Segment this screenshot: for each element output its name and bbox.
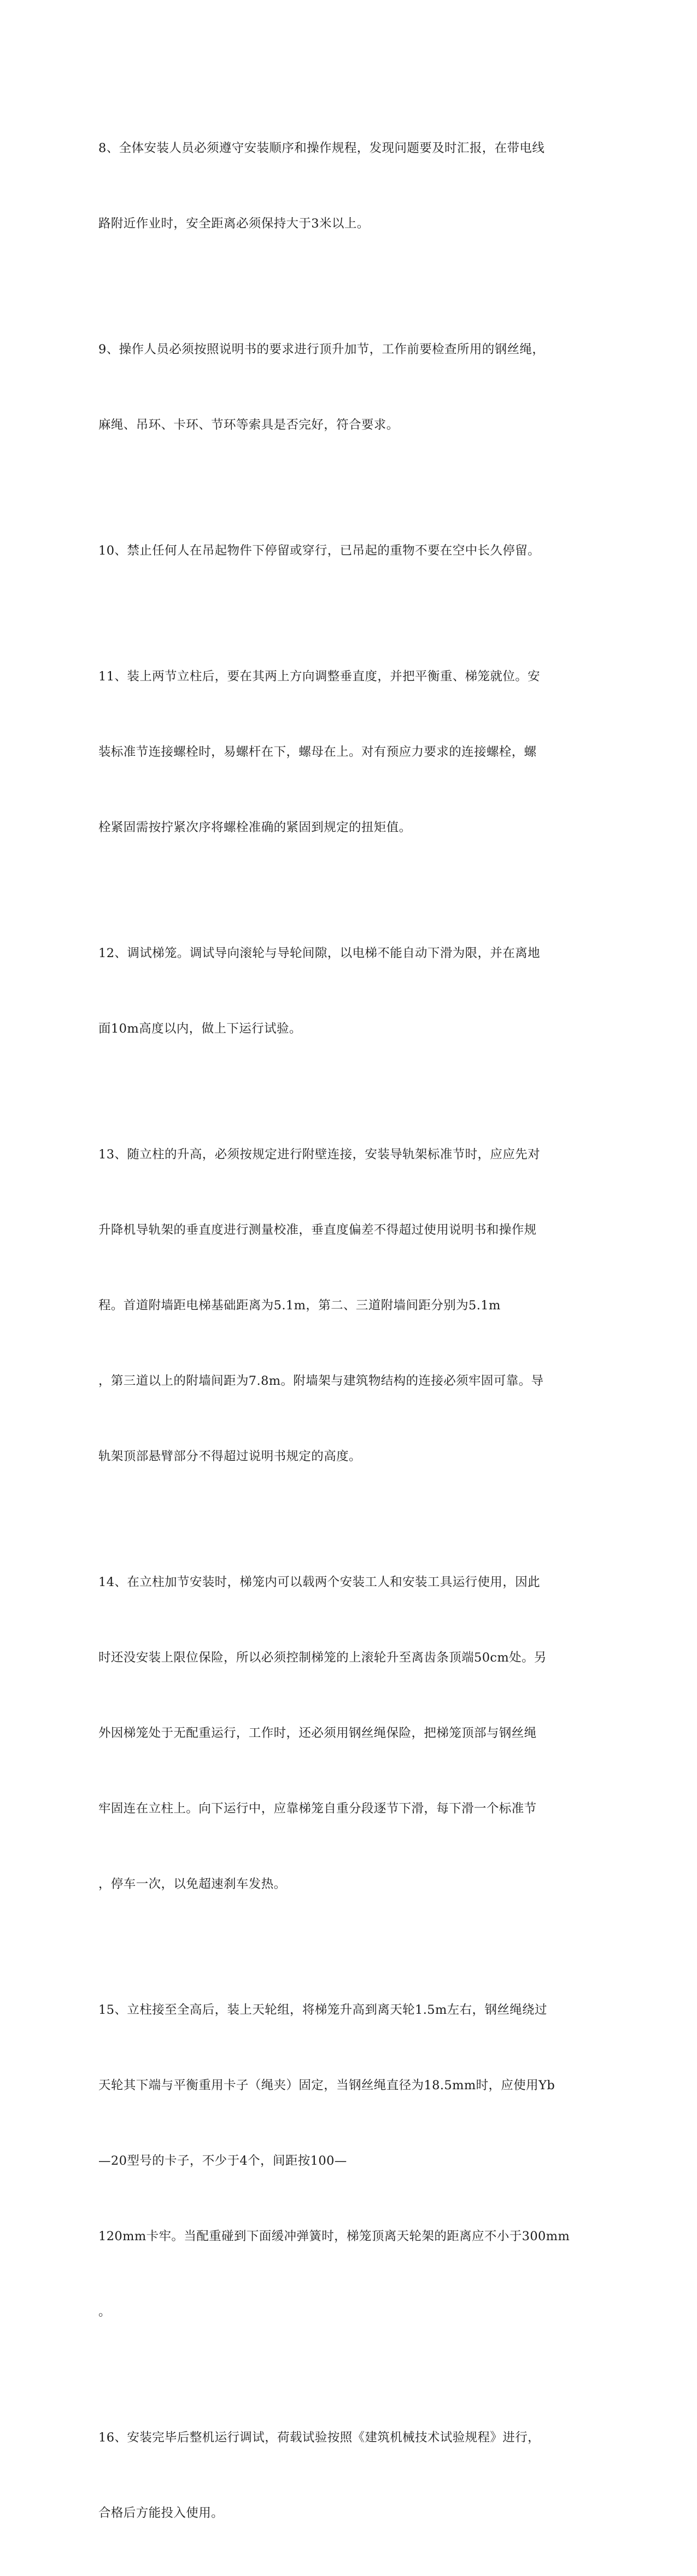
- text-line: 8、全体安装人员必须遵守安装顺序和操作规程，发现问题要及时汇报，在带电线: [98, 141, 545, 155]
- text-line: 牢固连在立柱上。向下运行中，应靠梯笼自重分段逐节下滑，每下滑一个标准节: [98, 1802, 537, 1816]
- text-line: 16、安装完毕后整机运行调试，荷载试验按照《建筑机械技术试验规程》进行，: [98, 2431, 541, 2445]
- paragraph-9: [98, 287, 579, 488]
- text-line: 装标准节连接螺栓时，易螺杆在下，螺母在上。对有预应力要求的连接螺栓，螺: [98, 745, 537, 759]
- paragraph-11: [98, 614, 579, 890]
- text-line: 栓紧固需按拧紧次序将螺栓准确的紧固到规定的扭矩值。: [98, 820, 412, 835]
- paragraph-14: [98, 1519, 579, 1947]
- text-line: —20型号的卡子，不少于4个，间距按100—: [98, 2154, 347, 2168]
- text-line: 麻绳、吊环、卡环、节环等索具是否完好，符合要求。: [98, 418, 399, 432]
- text-line: 15、立柱接至全高后，装上天轮组，将梯笼升高到离天轮1.5m左右，钢丝绳绕过: [98, 2003, 547, 2017]
- text-line: 时还没安装上限位保险，所以必须控制梯笼的上滚轮升至离齿条顶端50cm处。另: [98, 1651, 547, 1665]
- text-line: 升降机导轨架的垂直度进行测量校准，垂直度偏差不得超过使用说明书和操作规: [98, 1223, 537, 1237]
- text-line: 11、装上两节立柱后，要在其两上方向调整垂直度，并把平衡重、梯笼就位。安: [98, 669, 541, 684]
- paragraph-10: [98, 488, 579, 614]
- document-body: [98, 85, 579, 2576]
- text-line: 14、在立柱加节安装时，梯笼内可以载两个安装工人和安装工具运行使用，因此: [98, 1575, 541, 1589]
- text-line: 120mm卡牢。当配重碰到下面缓冲弹簧时，梯笼顶离天轮架的距离应不小于300mm: [98, 2229, 570, 2243]
- paragraph-8: [98, 85, 579, 287]
- text-line: ，停车一次，以免超速刹车发热。: [98, 1877, 286, 1891]
- text-line: 9、操作人员必须按照说明书的要求进行顶升加节，工作前要检查所用的钢丝绳，: [98, 342, 545, 357]
- text-line: 10、禁止任何人在吊起物件下停留或穿行，已吊起的重物不要在空中长久停留。: [98, 544, 541, 558]
- paragraph-16: [98, 2375, 579, 2576]
- text-line: ，第三道以上的附墙间距为7.8m。附墙架与建筑物结构的连接必须牢固可靠。导: [98, 1374, 544, 1388]
- text-line: 12、调试梯笼。调试导向滚轮与导轮间隙，以电梯不能自动下滑为限，并在离地: [98, 946, 541, 960]
- text-line: 程。首道附墙距电梯基础距离为5.1m，第二、三道附墙间距分别为5.1m: [98, 1298, 501, 1313]
- text-line: 面10m高度以内，做上下运行试验。: [98, 1022, 302, 1036]
- text-line: 合格后方能投入使用。: [98, 2506, 224, 2520]
- text-line: 路附近作业时，安全距离必须保持大于3米以上。: [98, 217, 370, 231]
- text-line: 轨架顶部悬臂部分不得超过说明书规定的高度。: [98, 1449, 361, 1464]
- paragraph-12: [98, 890, 579, 1092]
- text-line: 外因梯笼处于无配重运行，工作时，还必须用钢丝绳保险，把梯笼顶部与钢丝绳: [98, 1726, 537, 1740]
- text-line: 天轮其下端与平衡重用卡子（绳夹）固定，当钢丝绳直径为18.5mm时，应使用Yb: [98, 2078, 555, 2093]
- text-line: 13、随立柱的升高，必须按规定进行附壁连接，安装导轨架标准节时，应应先对: [98, 1147, 541, 1162]
- paragraph-15: [98, 1947, 579, 2375]
- paragraph-13: [98, 1092, 579, 1519]
- text-line: 。: [98, 2305, 111, 2319]
